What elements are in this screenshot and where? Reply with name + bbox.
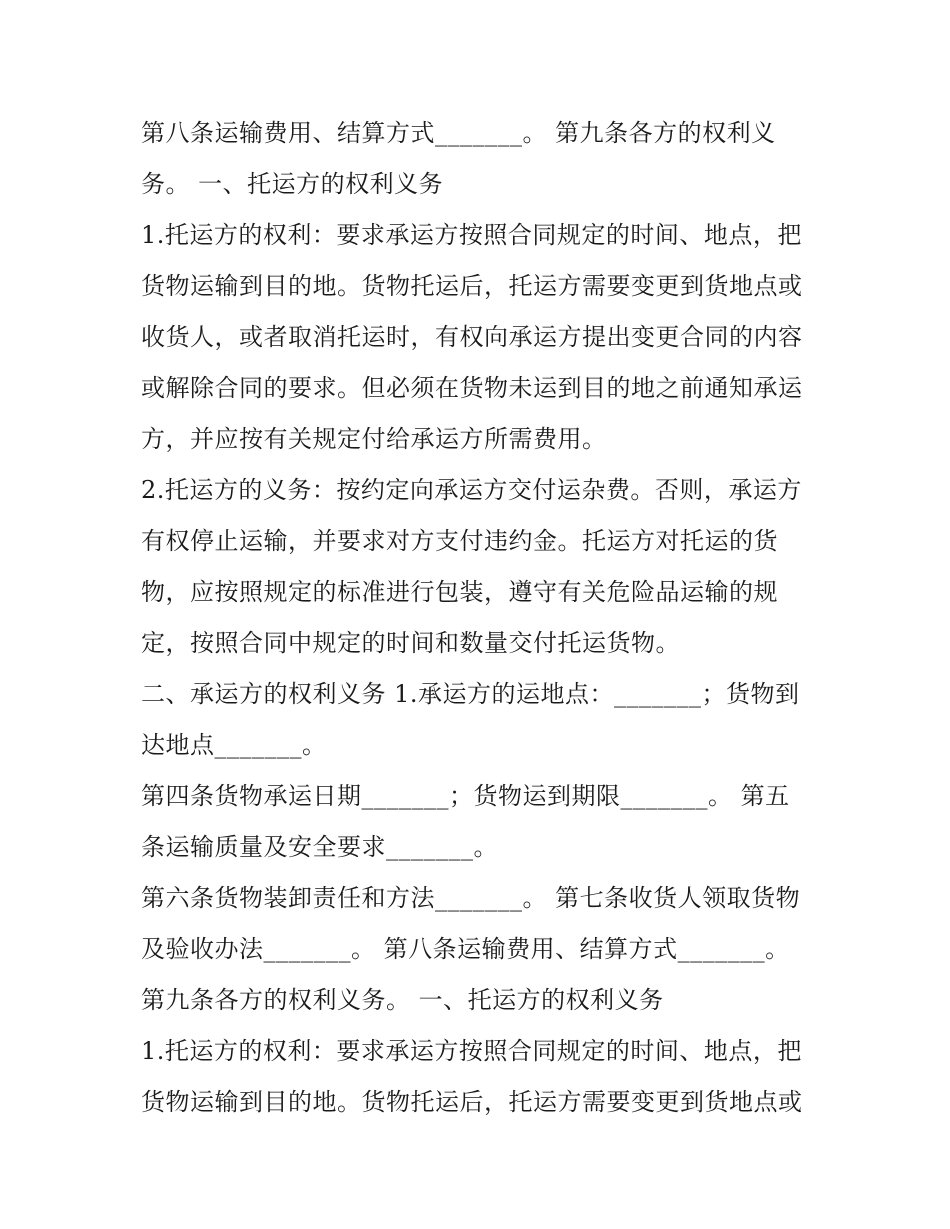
paragraph-transport-fees: 第八条运输费用、结算方式_______。 第九条各方的权利义务。 一、托运方的权利义务 — [141, 119, 776, 198]
paragraph-carrier-rights: 二、承运方的权利义务 1.承运方的运地点：_______；货物到达地点_______。 — [141, 680, 800, 759]
paragraph-article-six-seven-eight: 第六条货物装卸责任和方法_______。 第七条收货人领取货物及验收办法_______。 第八条运输费用、结算方式_______。 — [141, 884, 801, 963]
paragraph-shipper-rights-repeat: 1.托运方的权利：要求承运方按照合同规定的时间、地点，把货物运输到目的地。货物托运后，托运方需要变更到货地点或 — [141, 1037, 803, 1116]
paragraph-article-four-five: 第四条货物承运日期_______；货物运到期限_______。 第五条运输质量及安全要求_______。 — [141, 782, 790, 861]
paragraph-shipper-obligations: 2.托运方的义务：按约定向承运方交付运杂费。否则，承运方有权停止运输，并要求对方支付违约金。托运方对托运的货物，应按照规定的标准进行包装，遵守有关危险品运输的规定，按照合同中规定的时间和数量交付托运货物。 — [141, 476, 802, 657]
paragraph-shipper-rights: 1.托运方的权利：要求承运方按照合同规定的时间、地点，把货物运输到目的地。货物托运后，托运方需要变更到货地点或收货人，或者取消托运时，有权向承运方提出变更合同的内容或解除合同的要求。但必须在货物未运到目的地之前通知承运方，并应按有关规定付给承运方所需费用。 — [141, 221, 803, 453]
paragraph-article-nine: 第九条各方的权利义务。 一、托运方的权利义务 — [141, 986, 664, 1014]
document-body — [141, 108, 813, 1128]
